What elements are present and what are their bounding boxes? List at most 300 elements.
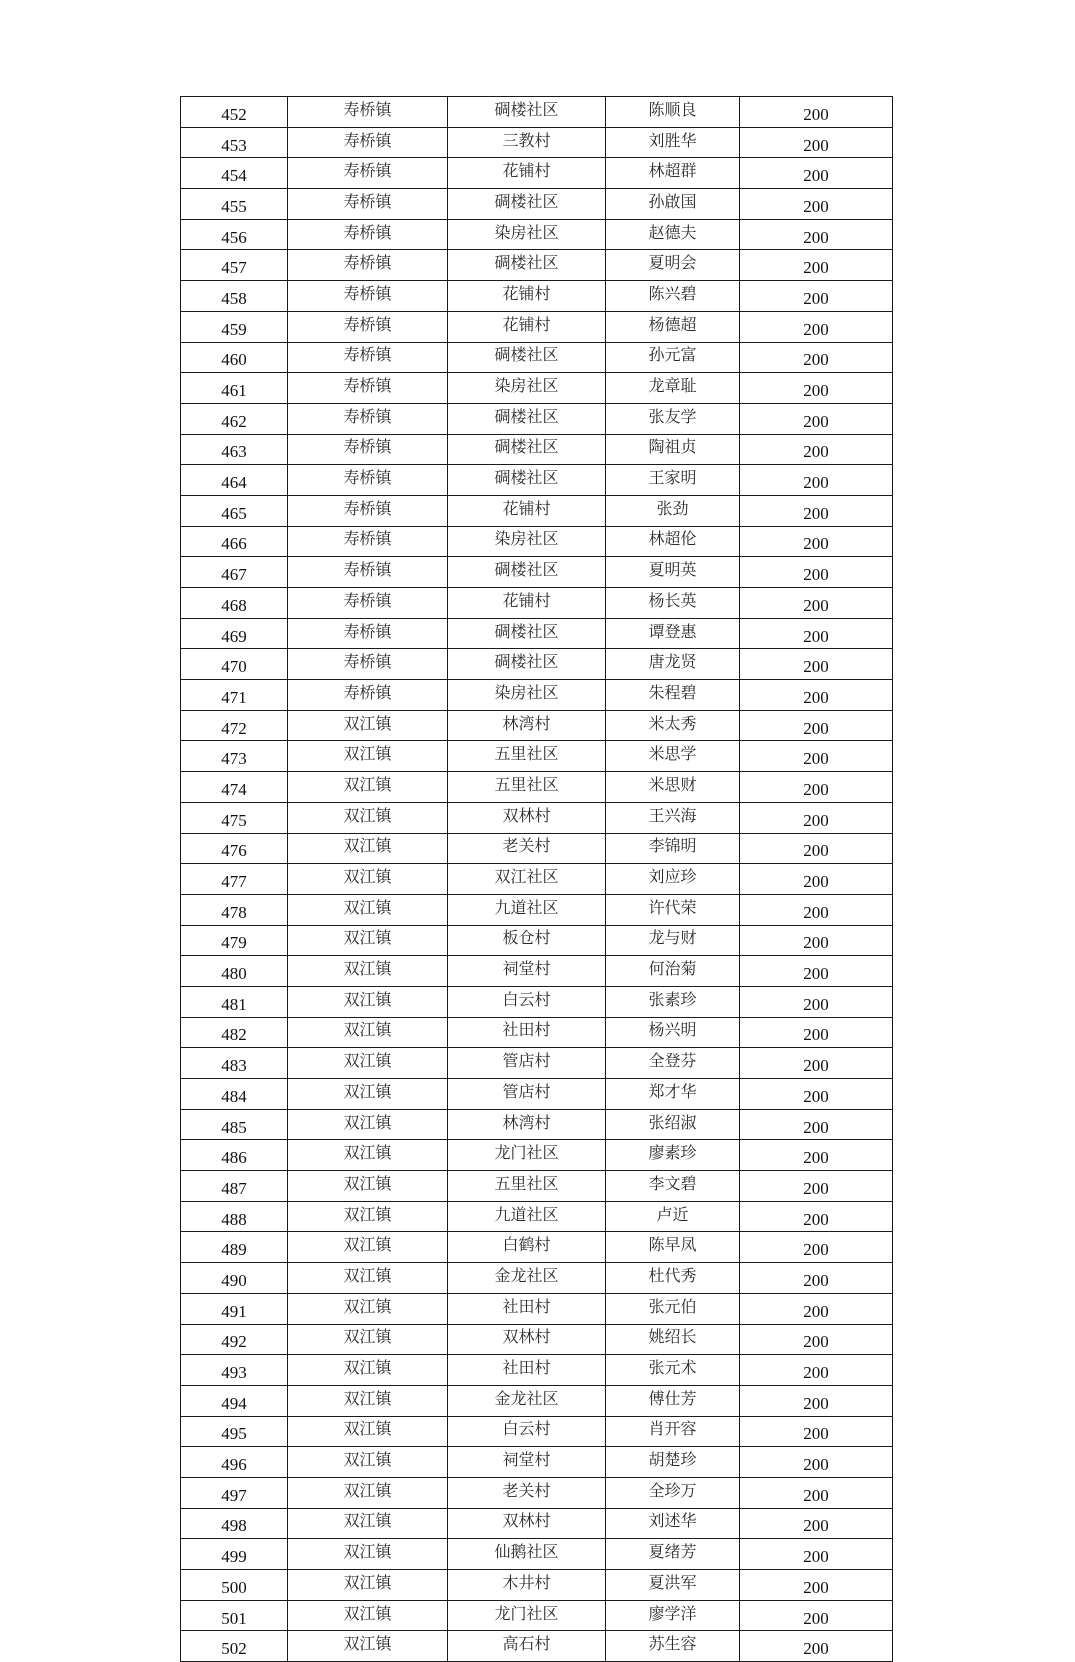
village-cell: 林湾村: [448, 710, 606, 741]
town-cell: 双江镇: [288, 1385, 448, 1416]
town-cell: 寿桥镇: [288, 250, 448, 281]
row-number-cell: 455: [181, 189, 288, 220]
person-name-cell: 林超群: [606, 158, 740, 189]
person-name-cell: 杜代秀: [606, 1263, 740, 1294]
person-name-cell: 李文碧: [606, 1171, 740, 1202]
town-cell: 寿桥镇: [288, 434, 448, 465]
amount-cell: 200: [740, 1416, 893, 1447]
village-cell: 龙门社区: [448, 1140, 606, 1171]
amount-cell: 200: [740, 649, 893, 680]
town-cell: 双江镇: [288, 1263, 448, 1294]
table-row: [181, 894, 893, 925]
amount-cell: 200: [740, 772, 893, 803]
table-row: [181, 1508, 893, 1539]
row-number-cell: 463: [181, 434, 288, 465]
town-cell: 双江镇: [288, 741, 448, 772]
row-number-cell: 458: [181, 281, 288, 312]
village-cell: 碉楼社区: [448, 465, 606, 496]
village-cell: 双林村: [448, 802, 606, 833]
town-cell: 双江镇: [288, 1508, 448, 1539]
person-name-cell: 刘述华: [606, 1508, 740, 1539]
village-cell: 白云村: [448, 1416, 606, 1447]
row-number-cell: 488: [181, 1201, 288, 1232]
person-name-cell: 谭登惠: [606, 618, 740, 649]
table-row: [181, 1079, 893, 1110]
town-cell: 双江镇: [288, 925, 448, 956]
person-name-cell: 赵德夫: [606, 219, 740, 250]
town-cell: 寿桥镇: [288, 557, 448, 588]
town-cell: 寿桥镇: [288, 311, 448, 342]
person-name-cell: 杨长英: [606, 588, 740, 619]
village-cell: 花铺村: [448, 311, 606, 342]
village-cell: 九道社区: [448, 1201, 606, 1232]
row-number-cell: 481: [181, 986, 288, 1017]
row-number-cell: 479: [181, 925, 288, 956]
town-cell: 双江镇: [288, 1293, 448, 1324]
row-number-cell: 474: [181, 772, 288, 803]
village-cell: 碉楼社区: [448, 97, 606, 128]
table-row: [181, 618, 893, 649]
table-row: [181, 465, 893, 496]
person-name-cell: 杨兴明: [606, 1017, 740, 1048]
row-number-cell: 477: [181, 864, 288, 895]
row-number-cell: 487: [181, 1171, 288, 1202]
amount-cell: 200: [740, 925, 893, 956]
amount-cell: 200: [740, 1447, 893, 1478]
person-name-cell: 张元伯: [606, 1293, 740, 1324]
table-row: [181, 1232, 893, 1263]
village-cell: 染房社区: [448, 219, 606, 250]
village-cell: 花铺村: [448, 281, 606, 312]
amount-cell: 200: [740, 894, 893, 925]
row-number-cell: 500: [181, 1570, 288, 1601]
amount-cell: 200: [740, 250, 893, 281]
town-cell: 双江镇: [288, 1171, 448, 1202]
row-number-cell: 462: [181, 403, 288, 434]
table-row: [181, 311, 893, 342]
table-row: [181, 1416, 893, 1447]
row-number-cell: 465: [181, 495, 288, 526]
row-number-cell: 489: [181, 1232, 288, 1263]
town-cell: 双江镇: [288, 894, 448, 925]
amount-cell: 200: [740, 465, 893, 496]
amount-cell: 200: [740, 1385, 893, 1416]
row-number-cell: 501: [181, 1600, 288, 1631]
town-cell: 寿桥镇: [288, 97, 448, 128]
person-name-cell: 米思财: [606, 772, 740, 803]
row-number-cell: 496: [181, 1447, 288, 1478]
village-cell: 社田村: [448, 1293, 606, 1324]
village-cell: 三教村: [448, 127, 606, 158]
amount-cell: 200: [740, 1477, 893, 1508]
person-name-cell: 夏明会: [606, 250, 740, 281]
town-cell: 双江镇: [288, 1048, 448, 1079]
village-cell: 碉楼社区: [448, 189, 606, 220]
amount-cell: 200: [740, 495, 893, 526]
town-cell: 寿桥镇: [288, 495, 448, 526]
amount-cell: 200: [740, 833, 893, 864]
village-cell: 社田村: [448, 1355, 606, 1386]
table-row: [181, 833, 893, 864]
table-row: [181, 1570, 893, 1601]
row-number-cell: 497: [181, 1477, 288, 1508]
village-cell: 社田村: [448, 1017, 606, 1048]
town-cell: 双江镇: [288, 802, 448, 833]
table-row: [181, 1539, 893, 1570]
amount-cell: 200: [740, 710, 893, 741]
town-cell: 寿桥镇: [288, 403, 448, 434]
row-number-cell: 492: [181, 1324, 288, 1355]
village-cell: 五里社区: [448, 772, 606, 803]
person-name-cell: 夏洪军: [606, 1570, 740, 1601]
village-cell: 双江社区: [448, 864, 606, 895]
person-name-cell: 肖开容: [606, 1416, 740, 1447]
person-name-cell: 杨德超: [606, 311, 740, 342]
town-cell: 双江镇: [288, 1355, 448, 1386]
person-name-cell: 刘应珍: [606, 864, 740, 895]
amount-cell: 200: [740, 1171, 893, 1202]
table-row: [181, 772, 893, 803]
row-number-cell: 482: [181, 1017, 288, 1048]
person-name-cell: 陶祖贞: [606, 434, 740, 465]
person-name-cell: 廖学洋: [606, 1600, 740, 1631]
town-cell: 寿桥镇: [288, 189, 448, 220]
amount-cell: 200: [740, 342, 893, 373]
table-row: [181, 1293, 893, 1324]
table-row: [181, 342, 893, 373]
amount-cell: 200: [740, 1232, 893, 1263]
village-cell: 管店村: [448, 1048, 606, 1079]
person-name-cell: 全登芬: [606, 1048, 740, 1079]
row-number-cell: 494: [181, 1385, 288, 1416]
amount-cell: 200: [740, 1600, 893, 1631]
town-cell: 双江镇: [288, 1539, 448, 1570]
person-name-cell: 张友学: [606, 403, 740, 434]
table-row: [181, 1171, 893, 1202]
amount-cell: 200: [740, 1109, 893, 1140]
amount-cell: 200: [740, 311, 893, 342]
town-cell: 寿桥镇: [288, 680, 448, 711]
row-number-cell: 486: [181, 1140, 288, 1171]
table-row: [181, 219, 893, 250]
row-number-cell: 476: [181, 833, 288, 864]
village-cell: 金龙社区: [448, 1385, 606, 1416]
row-number-cell: 480: [181, 956, 288, 987]
village-cell: 碉楼社区: [448, 649, 606, 680]
town-cell: 寿桥镇: [288, 618, 448, 649]
town-cell: 双江镇: [288, 772, 448, 803]
amount-cell: 200: [740, 403, 893, 434]
person-name-cell: 陈顺良: [606, 97, 740, 128]
person-name-cell: 张素珍: [606, 986, 740, 1017]
amount-cell: 200: [740, 97, 893, 128]
row-number-cell: 454: [181, 158, 288, 189]
person-name-cell: 张元术: [606, 1355, 740, 1386]
row-number-cell: 470: [181, 649, 288, 680]
amount-cell: 200: [740, 802, 893, 833]
person-name-cell: 苏生容: [606, 1631, 740, 1662]
table-row: [181, 680, 893, 711]
town-cell: 双江镇: [288, 1631, 448, 1662]
amount-cell: 200: [740, 1631, 893, 1662]
village-cell: 染房社区: [448, 526, 606, 557]
village-cell: 龙门社区: [448, 1600, 606, 1631]
town-cell: 寿桥镇: [288, 281, 448, 312]
row-number-cell: 456: [181, 219, 288, 250]
town-cell: 双江镇: [288, 710, 448, 741]
amount-cell: 200: [740, 864, 893, 895]
village-cell: 碉楼社区: [448, 342, 606, 373]
village-cell: 老关村: [448, 833, 606, 864]
person-name-cell: 龙与财: [606, 925, 740, 956]
table-row: [181, 1201, 893, 1232]
table-row: [181, 1048, 893, 1079]
amount-cell: 200: [740, 986, 893, 1017]
town-cell: 寿桥镇: [288, 526, 448, 557]
person-name-cell: 何治菊: [606, 956, 740, 987]
village-cell: 祠堂村: [448, 1447, 606, 1478]
row-number-cell: 478: [181, 894, 288, 925]
village-cell: 林湾村: [448, 1109, 606, 1140]
row-number-cell: 460: [181, 342, 288, 373]
person-name-cell: 孙元富: [606, 342, 740, 373]
town-cell: 双江镇: [288, 1324, 448, 1355]
table-row: [181, 1447, 893, 1478]
town-cell: 寿桥镇: [288, 342, 448, 373]
amount-cell: 200: [740, 557, 893, 588]
village-cell: 碉楼社区: [448, 403, 606, 434]
person-name-cell: 林超伦: [606, 526, 740, 557]
table-row: [181, 189, 893, 220]
town-cell: 双江镇: [288, 1570, 448, 1601]
village-cell: 五里社区: [448, 741, 606, 772]
amount-cell: 200: [740, 373, 893, 404]
row-number-cell: 498: [181, 1508, 288, 1539]
table-row: [181, 526, 893, 557]
row-number-cell: 472: [181, 710, 288, 741]
row-number-cell: 467: [181, 557, 288, 588]
town-cell: 寿桥镇: [288, 127, 448, 158]
row-number-cell: 495: [181, 1416, 288, 1447]
table-row: [181, 1631, 893, 1662]
row-number-cell: 457: [181, 250, 288, 281]
town-cell: 双江镇: [288, 1447, 448, 1478]
table-body: [181, 97, 893, 1662]
village-cell: 碉楼社区: [448, 618, 606, 649]
row-number-cell: 471: [181, 680, 288, 711]
table-row: [181, 1017, 893, 1048]
village-cell: 五里社区: [448, 1171, 606, 1202]
person-name-cell: 陈早凤: [606, 1232, 740, 1263]
table-row: [181, 127, 893, 158]
amount-cell: 200: [740, 189, 893, 220]
town-cell: 寿桥镇: [288, 373, 448, 404]
person-name-cell: 王兴海: [606, 802, 740, 833]
person-name-cell: 唐龙贤: [606, 649, 740, 680]
amount-cell: 200: [740, 1293, 893, 1324]
table-row: [181, 495, 893, 526]
person-name-cell: 张劲: [606, 495, 740, 526]
table-row: [181, 986, 893, 1017]
amount-cell: 200: [740, 158, 893, 189]
village-cell: 碉楼社区: [448, 434, 606, 465]
amount-cell: 200: [740, 219, 893, 250]
amount-cell: 200: [740, 1263, 893, 1294]
table-row: [181, 710, 893, 741]
row-number-cell: 461: [181, 373, 288, 404]
village-cell: 白云村: [448, 986, 606, 1017]
person-name-cell: 郑才华: [606, 1079, 740, 1110]
row-number-cell: 502: [181, 1631, 288, 1662]
town-cell: 双江镇: [288, 1600, 448, 1631]
table-row: [181, 557, 893, 588]
table-row: [181, 1355, 893, 1386]
person-name-cell: 王家明: [606, 465, 740, 496]
person-name-cell: 许代荣: [606, 894, 740, 925]
village-cell: 九道社区: [448, 894, 606, 925]
beneficiary-table: [180, 96, 893, 1662]
village-cell: 白鹤村: [448, 1232, 606, 1263]
table-row: [181, 1324, 893, 1355]
village-cell: 花铺村: [448, 588, 606, 619]
row-number-cell: 452: [181, 97, 288, 128]
row-number-cell: 484: [181, 1079, 288, 1110]
town-cell: 双江镇: [288, 1201, 448, 1232]
row-number-cell: 491: [181, 1293, 288, 1324]
table-row: [181, 802, 893, 833]
row-number-cell: 453: [181, 127, 288, 158]
town-cell: 寿桥镇: [288, 219, 448, 250]
table-row: [181, 956, 893, 987]
table-row: [181, 403, 893, 434]
town-cell: 双江镇: [288, 1416, 448, 1447]
table-row: [181, 1109, 893, 1140]
amount-cell: 200: [740, 741, 893, 772]
row-number-cell: 499: [181, 1539, 288, 1570]
town-cell: 双江镇: [288, 1232, 448, 1263]
table-row: [181, 1263, 893, 1294]
town-cell: 双江镇: [288, 1017, 448, 1048]
person-name-cell: 朱程碧: [606, 680, 740, 711]
table-row: [181, 1140, 893, 1171]
village-cell: 老关村: [448, 1477, 606, 1508]
town-cell: 双江镇: [288, 1109, 448, 1140]
person-name-cell: 胡楚珍: [606, 1447, 740, 1478]
amount-cell: 200: [740, 1140, 893, 1171]
row-number-cell: 490: [181, 1263, 288, 1294]
amount-cell: 200: [740, 618, 893, 649]
village-cell: 管店村: [448, 1079, 606, 1110]
row-number-cell: 493: [181, 1355, 288, 1386]
table-row: [181, 1477, 893, 1508]
amount-cell: 200: [740, 1324, 893, 1355]
amount-cell: 200: [740, 588, 893, 619]
person-name-cell: 李锦明: [606, 833, 740, 864]
amount-cell: 200: [740, 1570, 893, 1601]
table-row: [181, 649, 893, 680]
person-name-cell: 夏绪芳: [606, 1539, 740, 1570]
town-cell: 双江镇: [288, 864, 448, 895]
row-number-cell: 466: [181, 526, 288, 557]
town-cell: 双江镇: [288, 986, 448, 1017]
person-name-cell: 龙章耻: [606, 373, 740, 404]
row-number-cell: 483: [181, 1048, 288, 1079]
town-cell: 双江镇: [288, 1477, 448, 1508]
table-row: [181, 97, 893, 128]
amount-cell: 200: [740, 1355, 893, 1386]
person-name-cell: 陈兴碧: [606, 281, 740, 312]
person-name-cell: 傅仕芳: [606, 1385, 740, 1416]
table-row: [181, 373, 893, 404]
amount-cell: 200: [740, 1508, 893, 1539]
village-cell: 祠堂村: [448, 956, 606, 987]
village-cell: 高石村: [448, 1631, 606, 1662]
person-name-cell: 孙啟国: [606, 189, 740, 220]
village-cell: 花铺村: [448, 158, 606, 189]
amount-cell: 200: [740, 1048, 893, 1079]
person-name-cell: 卢近: [606, 1201, 740, 1232]
village-cell: 染房社区: [448, 373, 606, 404]
person-name-cell: 夏明英: [606, 557, 740, 588]
table-row: [181, 434, 893, 465]
person-name-cell: 全珍万: [606, 1477, 740, 1508]
town-cell: 寿桥镇: [288, 649, 448, 680]
table-row: [181, 588, 893, 619]
person-name-cell: 姚绍长: [606, 1324, 740, 1355]
town-cell: 寿桥镇: [288, 588, 448, 619]
village-cell: 金龙社区: [448, 1263, 606, 1294]
row-number-cell: 468: [181, 588, 288, 619]
amount-cell: 200: [740, 434, 893, 465]
amount-cell: 200: [740, 1539, 893, 1570]
row-number-cell: 464: [181, 465, 288, 496]
village-cell: 仙鹅社区: [448, 1539, 606, 1570]
table-row: [181, 250, 893, 281]
row-number-cell: 469: [181, 618, 288, 649]
table-row: [181, 1385, 893, 1416]
amount-cell: 200: [740, 956, 893, 987]
village-cell: 双林村: [448, 1508, 606, 1539]
amount-cell: 200: [740, 680, 893, 711]
table-row: [181, 925, 893, 956]
row-number-cell: 485: [181, 1109, 288, 1140]
town-cell: 双江镇: [288, 1079, 448, 1110]
village-cell: 碉楼社区: [448, 250, 606, 281]
person-name-cell: 廖素珍: [606, 1140, 740, 1171]
person-name-cell: 米思学: [606, 741, 740, 772]
amount-cell: 200: [740, 526, 893, 557]
table-row: [181, 1600, 893, 1631]
table-row: [181, 281, 893, 312]
village-cell: 染房社区: [448, 680, 606, 711]
amount-cell: 200: [740, 1201, 893, 1232]
town-cell: 双江镇: [288, 956, 448, 987]
amount-cell: 200: [740, 1017, 893, 1048]
town-cell: 寿桥镇: [288, 158, 448, 189]
town-cell: 寿桥镇: [288, 465, 448, 496]
row-number-cell: 475: [181, 802, 288, 833]
person-name-cell: 米太秀: [606, 710, 740, 741]
person-name-cell: 张绍淑: [606, 1109, 740, 1140]
town-cell: 双江镇: [288, 1140, 448, 1171]
village-cell: 木井村: [448, 1570, 606, 1601]
row-number-cell: 459: [181, 311, 288, 342]
village-cell: 碉楼社区: [448, 557, 606, 588]
table-row: [181, 864, 893, 895]
amount-cell: 200: [740, 1079, 893, 1110]
village-cell: 花铺村: [448, 495, 606, 526]
amount-cell: 200: [740, 281, 893, 312]
